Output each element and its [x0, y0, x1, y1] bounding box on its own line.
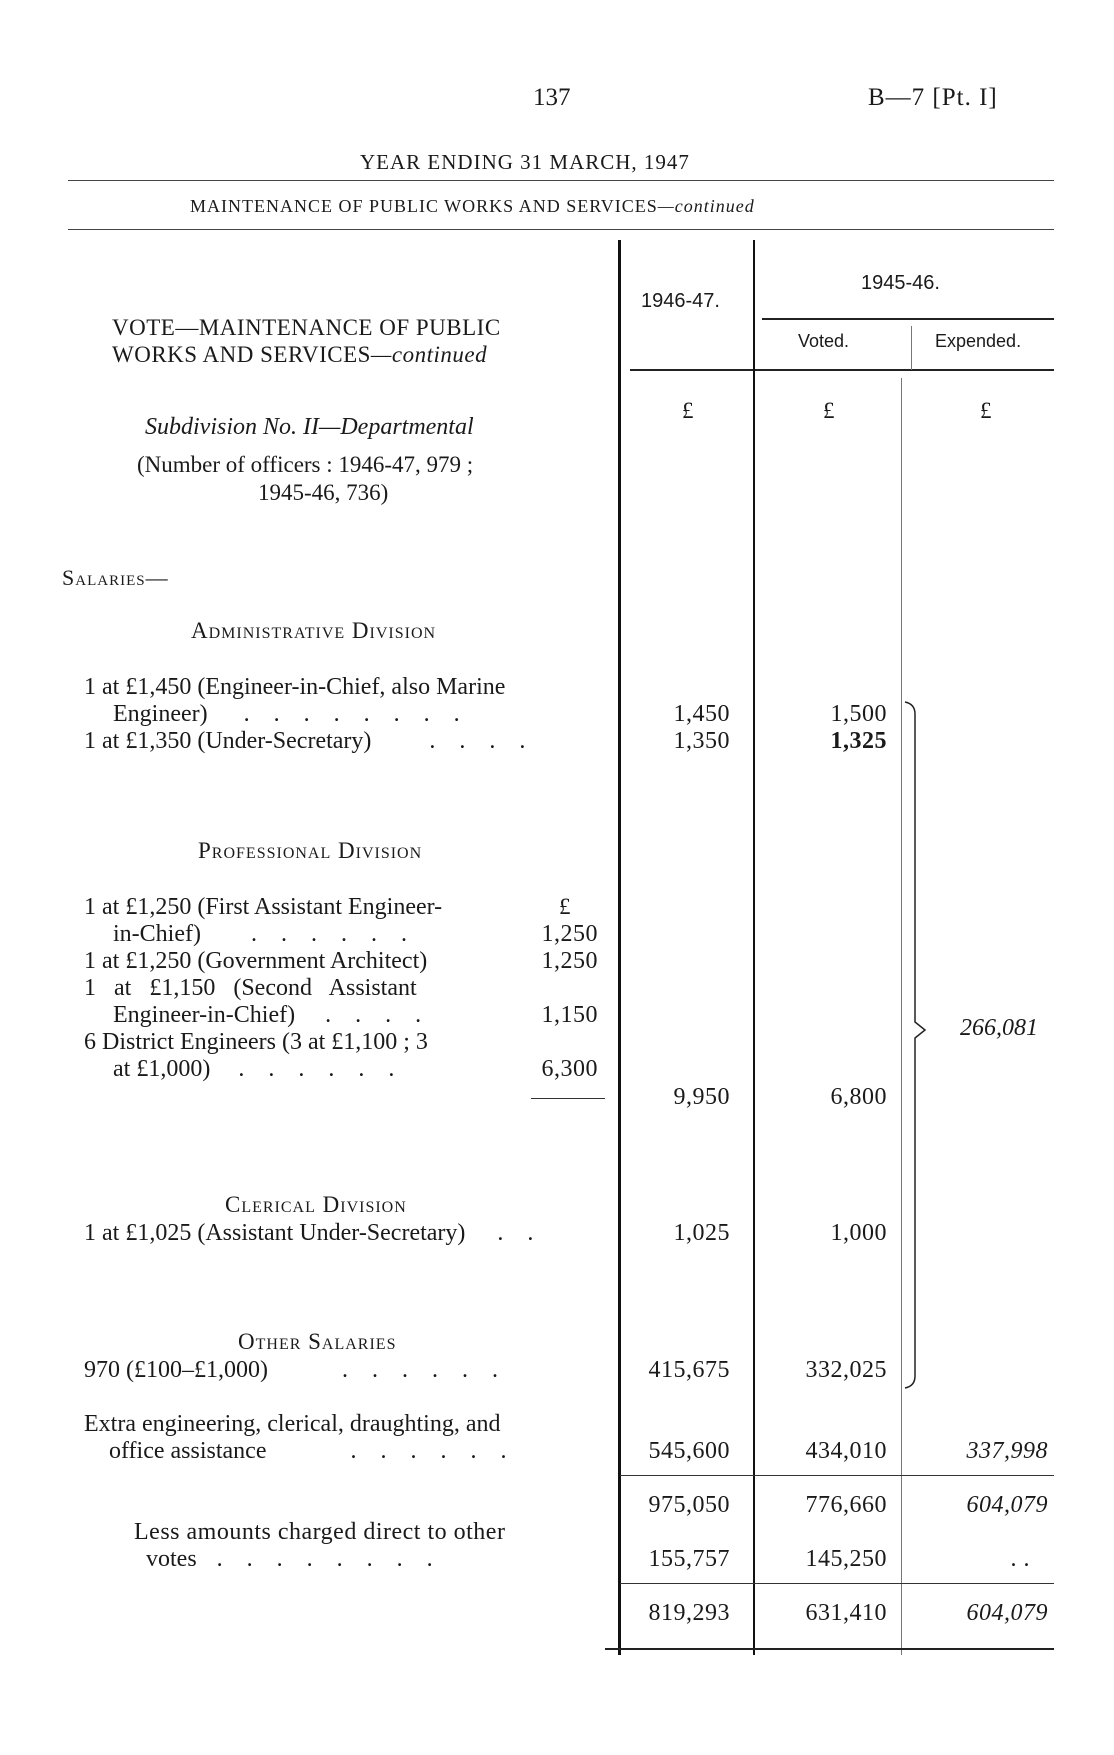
section-title-suffix: —continued — [657, 196, 755, 216]
admin-item2-voted: 1,325 — [830, 728, 887, 754]
column-expended: Expended. — [935, 331, 1022, 351]
prof-item2-line1: 1 at £1,250 (Government Architect) — [84, 948, 428, 974]
prof-item1-line1: 1 at £1,250 (First Assistant Engineer- — [84, 894, 443, 920]
column-group-rule — [762, 318, 1054, 320]
currency-1946: £ — [682, 398, 694, 423]
clerical-item1-voted: 1,000 — [830, 1220, 887, 1246]
prof-item3-line2: Engineer-in-Chief) . . . . — [113, 1002, 431, 1028]
other-item1-1946: 415,675 — [648, 1357, 730, 1383]
admin-item2-1946: 1,350 — [673, 728, 730, 754]
header-rule-bottom — [68, 229, 1054, 230]
admin-item1-line1: 1 at £1,450 (Engineer-in-Chief, also Marine — [84, 674, 506, 700]
admin-item1-text: Engineer) — [113, 701, 208, 727]
other-salaries-heading: Other Salaries — [238, 1329, 397, 1354]
subtotal-rule — [620, 1475, 1054, 1476]
currency-expended: £ — [980, 398, 992, 423]
prof-item3-amount: 1,150 — [541, 1002, 598, 1028]
column-1946-47: 1946-47. — [641, 290, 720, 312]
prof-item4-amount: 6,300 — [541, 1056, 598, 1082]
officers-line2: 1945-46, 736) — [258, 480, 389, 505]
other-item1-voted: 332,025 — [805, 1357, 887, 1383]
year-title: YEAR ENDING 31 MARCH, 1947 — [360, 150, 690, 174]
subtotal-1946: 975,050 — [648, 1492, 730, 1518]
admin-item1-1946: 1,450 — [673, 701, 730, 727]
column-rule-1945-header — [911, 326, 912, 370]
professional-heading: Professional Division — [198, 838, 423, 863]
vote-title-suffix: —continued — [370, 342, 488, 367]
bracket-expended-amount: 266,081 — [960, 1015, 1038, 1041]
prof-item3-text: Engineer-in-Chief) — [113, 1002, 296, 1028]
column-rule-left — [618, 240, 621, 1655]
prof-total-1946: 9,950 — [673, 1084, 730, 1110]
administrative-heading: Administrative Division — [191, 618, 437, 643]
prof-item3-line1: 1 at £1,150 (Second Assistant — [84, 975, 417, 1001]
other-item1: 970 (£100–£1,000) . . . . . . — [84, 1357, 507, 1383]
admin-item2-text: 1 at £1,350 (Under-Secretary) — [84, 728, 372, 754]
total-1946: 819,293 — [648, 1600, 730, 1626]
prof-item4-line1: 6 District Engineers (3 at £1,100 ; 3 — [84, 1029, 428, 1055]
clerical-heading: Clerical Division — [225, 1192, 407, 1217]
professional-sum-rule — [531, 1098, 605, 1099]
subdivision-title: Subdivision No. II—Departmental — [145, 414, 474, 440]
salaries-heading: Salaries— — [62, 565, 169, 590]
less-text: votes — [146, 1546, 197, 1572]
column-header-rule — [630, 369, 1054, 371]
section-title — [190, 196, 755, 217]
column-group-1945-46: 1945-46. — [861, 272, 940, 294]
professional-inner-currency: £ — [559, 894, 571, 919]
prof-item1-line2: in-Chief) . . . . . . — [113, 921, 416, 947]
other-item1-text: 970 (£100–£1,000) — [84, 1357, 268, 1383]
admin-item1-line2: Engineer) . . . . . . . . — [113, 701, 469, 727]
total-rule — [620, 1583, 1054, 1584]
prof-item4-line2: at £1,000) . . . . . . — [113, 1056, 404, 1082]
prof-item4-text: at £1,000) — [113, 1056, 211, 1082]
currency-voted: £ — [823, 398, 835, 423]
section-title-main: MAINTENANCE OF PUBLIC WORKS AND SERVICES — [190, 196, 658, 216]
total-voted: 631,410 — [805, 1600, 887, 1626]
subtotal-voted: 776,660 — [805, 1492, 887, 1518]
table-bottom-rule — [605, 1648, 1054, 1650]
clerical-item1-text: 1 at £1,025 (Assistant Under-Secretary) — [84, 1220, 466, 1246]
vote-title-main: WORKS AND SERVICES — [112, 342, 371, 367]
extra-text: office assistance — [109, 1438, 267, 1464]
header-rule-top — [68, 180, 1054, 181]
prof-item1-text: in-Chief) — [113, 921, 201, 947]
extra-voted: 434,010 — [805, 1438, 887, 1464]
column-rule-voted — [901, 378, 902, 1655]
less-line2: votes . . . . . . . . — [146, 1546, 442, 1572]
clerical-item1-1946: 1,025 — [673, 1220, 730, 1246]
document-reference: B—7 [Pt. I] — [868, 84, 998, 111]
prof-item2-amount: 1,250 — [541, 948, 598, 974]
less-voted: 145,250 — [805, 1546, 887, 1572]
column-voted: Voted. — [798, 331, 850, 351]
clerical-item1: 1 at £1,025 (Assistant Under-Secretary) . . — [84, 1220, 543, 1246]
page-number: 137 — [533, 84, 571, 111]
extra-1946: 545,600 — [648, 1438, 730, 1464]
officers-line1: (Number of officers : 1946-47, 979 ; — [137, 452, 474, 477]
admin-item2-line1: 1 at £1,350 (Under-Secretary) . . . . — [84, 728, 535, 754]
extra-line2: office assistance . . . . . . — [109, 1438, 516, 1464]
expended-bracket — [903, 700, 933, 1390]
extra-line1: Extra engineering, clerical, draughting, and — [84, 1411, 501, 1437]
subtotal-expended: 604,079 — [966, 1492, 1048, 1518]
prof-item1-amount: 1,250 — [541, 921, 598, 947]
admin-item1-voted: 1,500 — [830, 701, 887, 727]
less-expended: . . — [1010, 1546, 1030, 1572]
less-line1: Less amounts charged direct to other — [134, 1519, 506, 1545]
prof-total-voted: 6,800 — [830, 1084, 887, 1110]
vote-title-line2 — [112, 342, 487, 368]
total-expended: 604,079 — [966, 1600, 1048, 1626]
less-1946: 155,757 — [648, 1546, 730, 1572]
column-rule-1946 — [753, 240, 755, 1655]
extra-expended: 337,998 — [966, 1438, 1048, 1464]
vote-title-line1: VOTE—MAINTENANCE OF PUBLIC — [112, 315, 501, 340]
